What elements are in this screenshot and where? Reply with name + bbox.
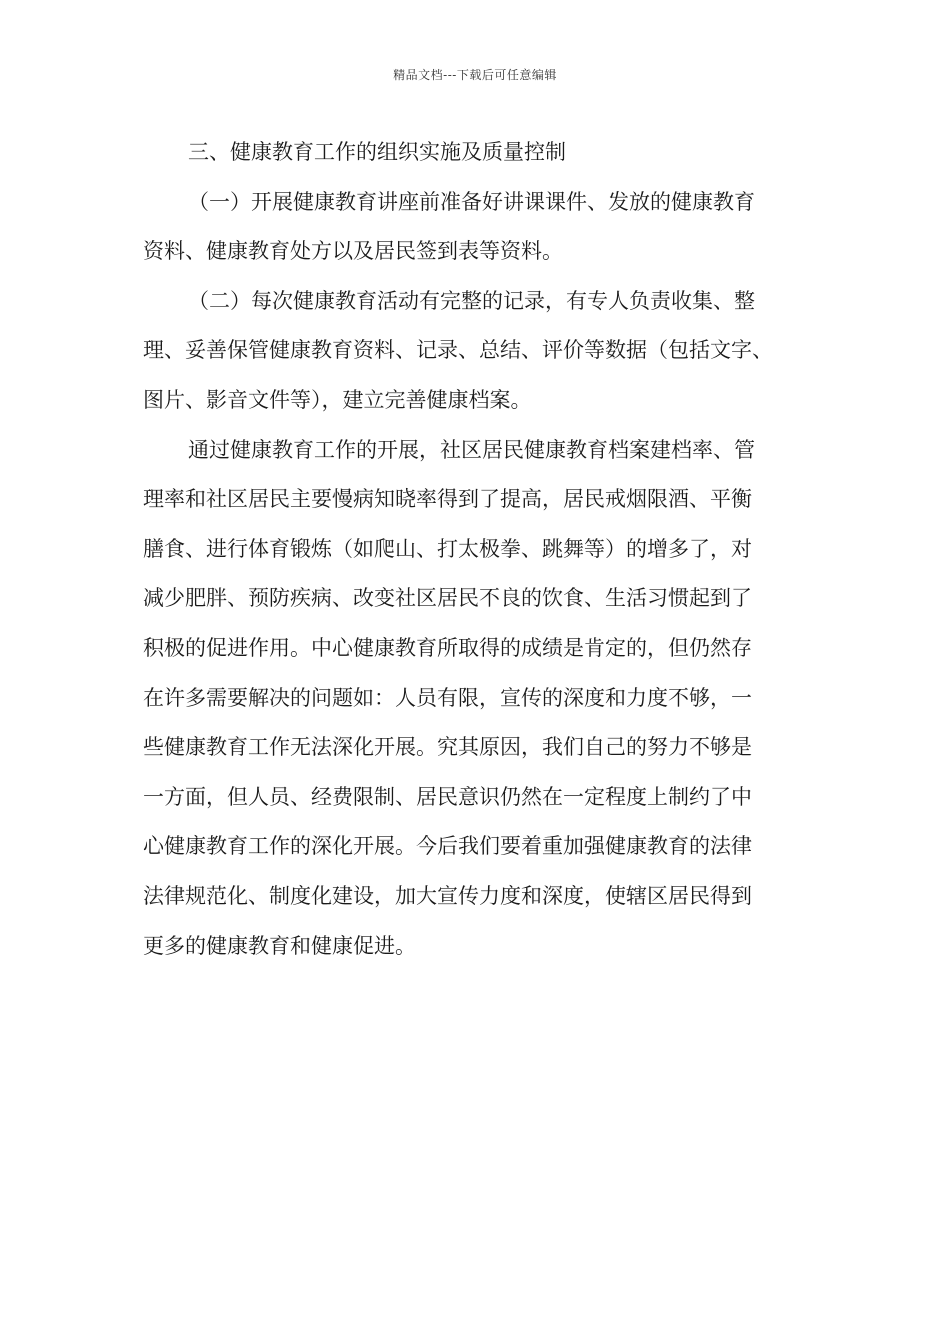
- summary-line: 膳食、进行体育锻炼（如爬山、打太极拳、跳舞等）的增多了，对: [143, 536, 752, 561]
- summary-line: 在许多需要解决的问题如：人员有限，宣传的深度和力度不够，一: [143, 685, 752, 710]
- summary-line: 一方面，但人员、经费限制、居民意识仍然在一定程度上制约了中: [143, 784, 752, 809]
- item1-line2: 资料、健康教育处方以及居民签到表等资料。: [143, 239, 563, 264]
- document-body: [143, 128, 815, 971]
- summary-line: 积极的促进作用。中心健康教育所取得的成绩是肯定的，但仍然存: [143, 635, 752, 660]
- item1-line1: （一）开展健康教育讲座前准备好讲课课件、发放的健康教育: [188, 189, 755, 214]
- item2-line2: 理、妥善保管健康教育资料、记录、总结、评价等数据（包括文字、: [143, 338, 773, 363]
- item2-line1: （二）每次健康教育活动有完整的记录，有专人负责收集、整: [188, 288, 755, 313]
- item2-line3: 图片、影音文件等），建立完善健康档案。: [143, 387, 532, 412]
- summary-line: 理率和社区居民主要慢病知晓率得到了提高，居民戒烟限酒、平衡: [143, 487, 752, 512]
- summary-line: 法律规范化、制度化建设，加大宣传力度和深度，使辖区居民得到: [143, 883, 752, 908]
- summary-line: 些健康教育工作无法深化开展。究其原因，我们自己的努力不够是: [143, 735, 752, 760]
- summary-line: 更多的健康教育和健康促进。: [143, 933, 416, 958]
- summary-line: 减少肥胖、预防疾病、改变社区居民不良的饮食、生活习惯起到了: [143, 586, 752, 611]
- page-header: 精品文档---下载后可任意编辑: [393, 68, 557, 82]
- summary-line: 心健康教育工作的深化开展。今后我们要着重加强健康教育的法律: [143, 834, 752, 859]
- section-heading: 三、健康教育工作的组织实施及质量控制: [188, 140, 566, 164]
- summary-line: 通过健康教育工作的开展，社区居民健康教育档案建档率、管: [188, 437, 755, 462]
